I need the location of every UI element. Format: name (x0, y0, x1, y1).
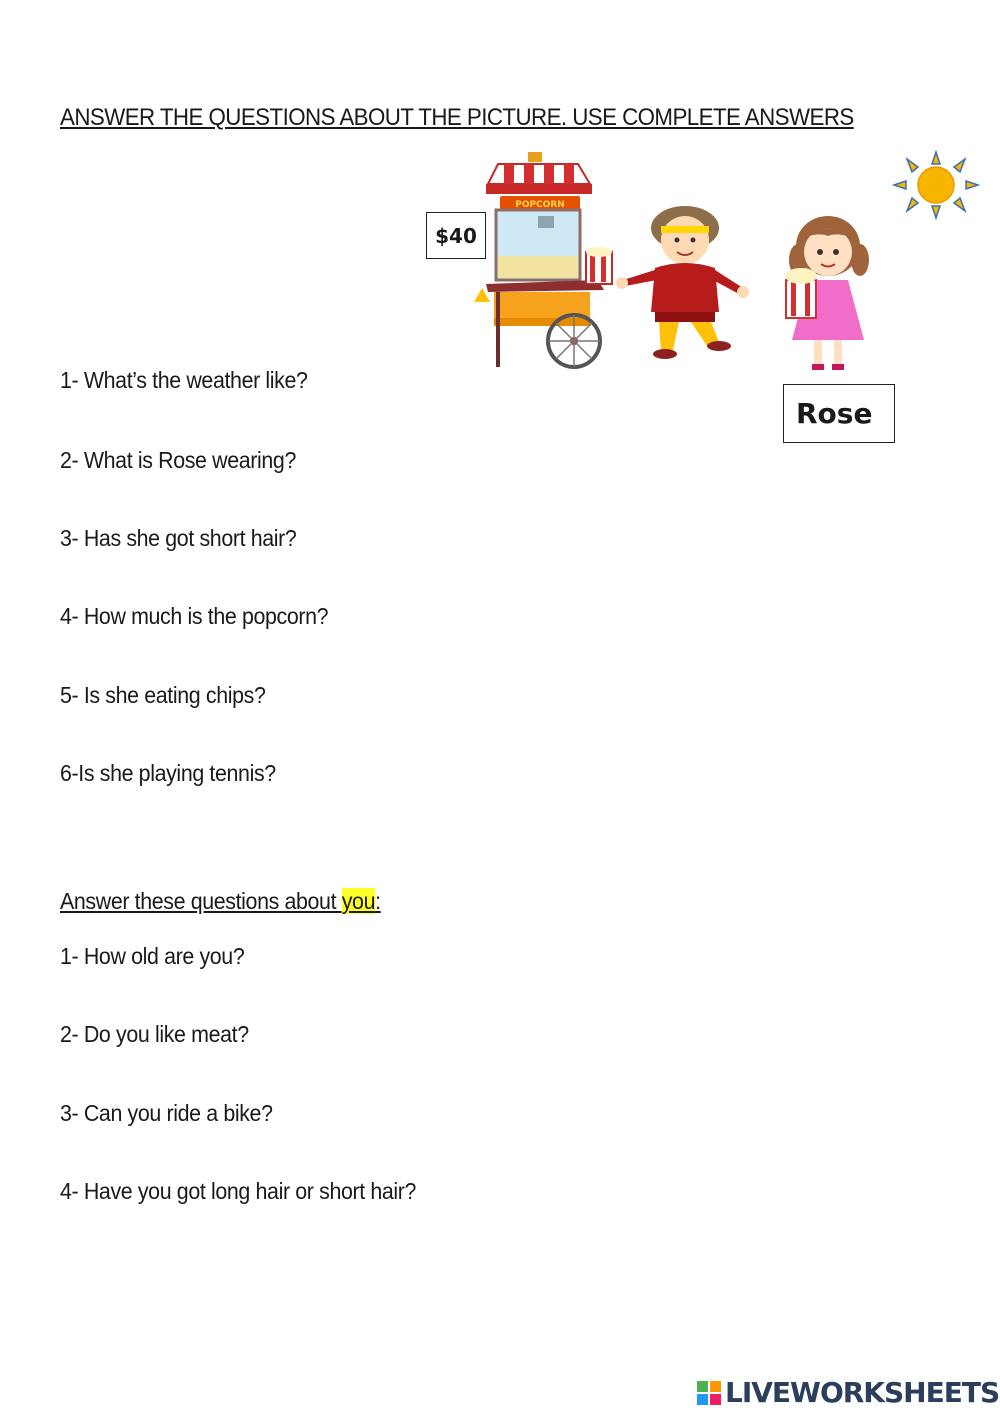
section-heading-about-you (60, 888, 381, 915)
section-heading-highlight: you (341, 888, 376, 914)
popcorn-cart-illustration (468, 152, 618, 372)
liveworksheets-logo-icon (697, 1381, 721, 1405)
question-weather: 1- What’s the weather like? (60, 367, 308, 393)
girl-rose-illustration (778, 210, 873, 378)
question-short-hair: 3- Has she got short hair? (60, 525, 297, 551)
cart-sign: POPCORN (515, 200, 565, 210)
question-rose-wearing: 2- What is Rose wearing? (60, 447, 296, 473)
question-eating-chips: 5- Is she eating chips? (60, 682, 266, 708)
name-label-box: Rose (783, 384, 895, 443)
liveworksheets-brand-text: LIVEWORKSHEETS (725, 1376, 1000, 1409)
question-how-old: 1- How old are you? (60, 943, 245, 969)
question-hair-length: 4- Have you got long hair or short hair? (60, 1178, 417, 1204)
vendor-boy-illustration (615, 200, 750, 365)
liveworksheets-logo (697, 1376, 999, 1409)
price-label-box: $40 (426, 212, 486, 259)
sun-icon (892, 150, 980, 220)
question-playing-tennis: 6-Is she playing tennis? (60, 760, 276, 786)
section-heading-prefix: Answer these questions about (60, 888, 342, 914)
worksheet-heading: ANSWER THE QUESTIONS ABOUT THE PICTURE. USE COMPLETE ANSWERS (60, 104, 854, 131)
section-heading-suffix: : (375, 888, 381, 914)
question-popcorn-price: 4- How much is the popcorn? (60, 603, 329, 629)
question-ride-bike: 3- Can you ride a bike? (60, 1100, 273, 1126)
question-like-meat: 2- Do you like meat? (60, 1021, 249, 1047)
